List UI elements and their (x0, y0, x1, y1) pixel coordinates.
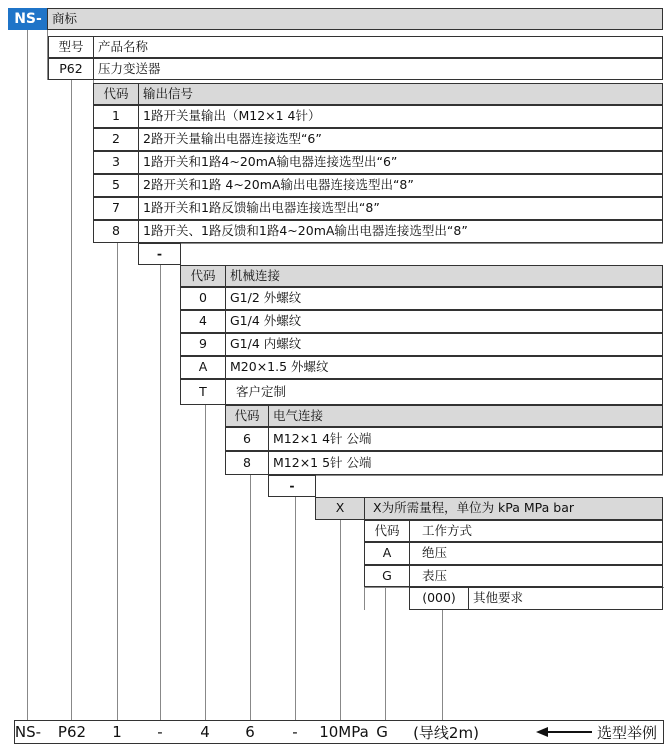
mech-header-code: 代码 (180, 265, 226, 287)
example-item: - (292, 723, 298, 741)
range-code: X (315, 497, 365, 520)
example-item: - (157, 723, 163, 741)
tree-line (340, 520, 341, 720)
model-header-code: 型号 (48, 36, 94, 58)
output-code: 3 (93, 151, 139, 174)
other-code: (000) (409, 587, 469, 610)
mech-desc: M20×1.5 外螺纹 (225, 356, 663, 379)
output-desc: 2路开关量输出电器连接选型“6” (138, 128, 663, 151)
elec-header-name: 电气连接 (268, 405, 663, 427)
elec-header-code: 代码 (225, 405, 269, 427)
tree-line (385, 587, 386, 720)
example-item: G (376, 723, 388, 741)
mech-code: 9 (180, 333, 226, 356)
example-item: NS- (14, 723, 42, 741)
mode-header-name: 工作方式 (409, 520, 663, 542)
example-caption: 选型举例 (596, 723, 657, 742)
output-header-name: 输出信号 (138, 83, 663, 105)
mode-desc: 绝压 (409, 542, 663, 565)
tree-line (250, 475, 251, 720)
output-code: 7 (93, 197, 139, 220)
elec-desc: M12×1 4针 公端 (268, 427, 663, 451)
output-desc: 1路开关和1路4~20mA输电器连接选型出“6” (138, 151, 663, 174)
model-code: P62 (48, 58, 94, 80)
tree-line (205, 405, 206, 720)
output-code: 2 (93, 128, 139, 151)
example-item: 10MPa (319, 723, 369, 741)
elec-code: 6 (225, 427, 269, 451)
elec-desc: M12×1 5针 公端 (268, 451, 663, 475)
output-code: 1 (93, 105, 139, 128)
example-item: 6 (245, 723, 255, 741)
mech-desc: G1/2 外螺纹 (225, 287, 663, 310)
model-header-name: 产品名称 (93, 36, 663, 58)
mech-code: 0 (180, 287, 226, 310)
output-desc: 1路开关、1路反馈和1路4~20mA输出电器连接选型出“8” (138, 220, 663, 243)
output-desc: 1路开关和1路反馈输出电器连接选型出“8” (138, 197, 663, 220)
tree-line (117, 243, 118, 720)
output-desc: 2路开关和1路 4~20mA输出电器连接选型出“8” (138, 174, 663, 197)
left-arrow-icon (536, 721, 592, 743)
tree-line (295, 497, 296, 720)
tree-line (160, 265, 161, 720)
separator-dash: - (268, 475, 316, 497)
other-desc: 其他要求 (468, 587, 663, 610)
mech-desc: G1/4 内螺纹 (225, 333, 663, 356)
tree-line (442, 610, 443, 720)
tree-line (27, 30, 28, 720)
brand-code-cell: NS- (8, 8, 48, 30)
output-code: 8 (93, 220, 139, 243)
output-code: 5 (93, 174, 139, 197)
mech-code: A (180, 356, 226, 379)
mech-desc: G1/4 外螺纹 (225, 310, 663, 333)
frame-line (138, 243, 663, 244)
frame-line (268, 475, 663, 476)
example-item: 1 (112, 723, 122, 741)
mech-code: 4 (180, 310, 226, 333)
mech-code: T (180, 379, 226, 405)
example-item: P62 (57, 723, 87, 741)
mode-desc: 表压 (409, 565, 663, 587)
mode-header-code: 代码 (364, 520, 410, 542)
mode-code: G (364, 565, 410, 587)
brand-label: 商标 (47, 8, 663, 30)
output-header-code: 代码 (93, 83, 139, 105)
example-item: 4 (200, 723, 210, 741)
separator-dash: - (138, 243, 181, 265)
range-desc: X为所需量程，单位为 kPa MPa bar (364, 497, 663, 520)
model-name: 压力变送器 (93, 58, 663, 80)
mode-code: A (364, 542, 410, 565)
elec-code: 8 (225, 451, 269, 475)
mech-header-name: 机械连接 (225, 265, 663, 287)
tree-line (71, 80, 72, 720)
example-item: (导线2m) (413, 723, 479, 742)
mech-desc: 客户定制 (225, 379, 663, 405)
output-desc: 1路开关量输出（M12×1 4针） (138, 105, 663, 128)
